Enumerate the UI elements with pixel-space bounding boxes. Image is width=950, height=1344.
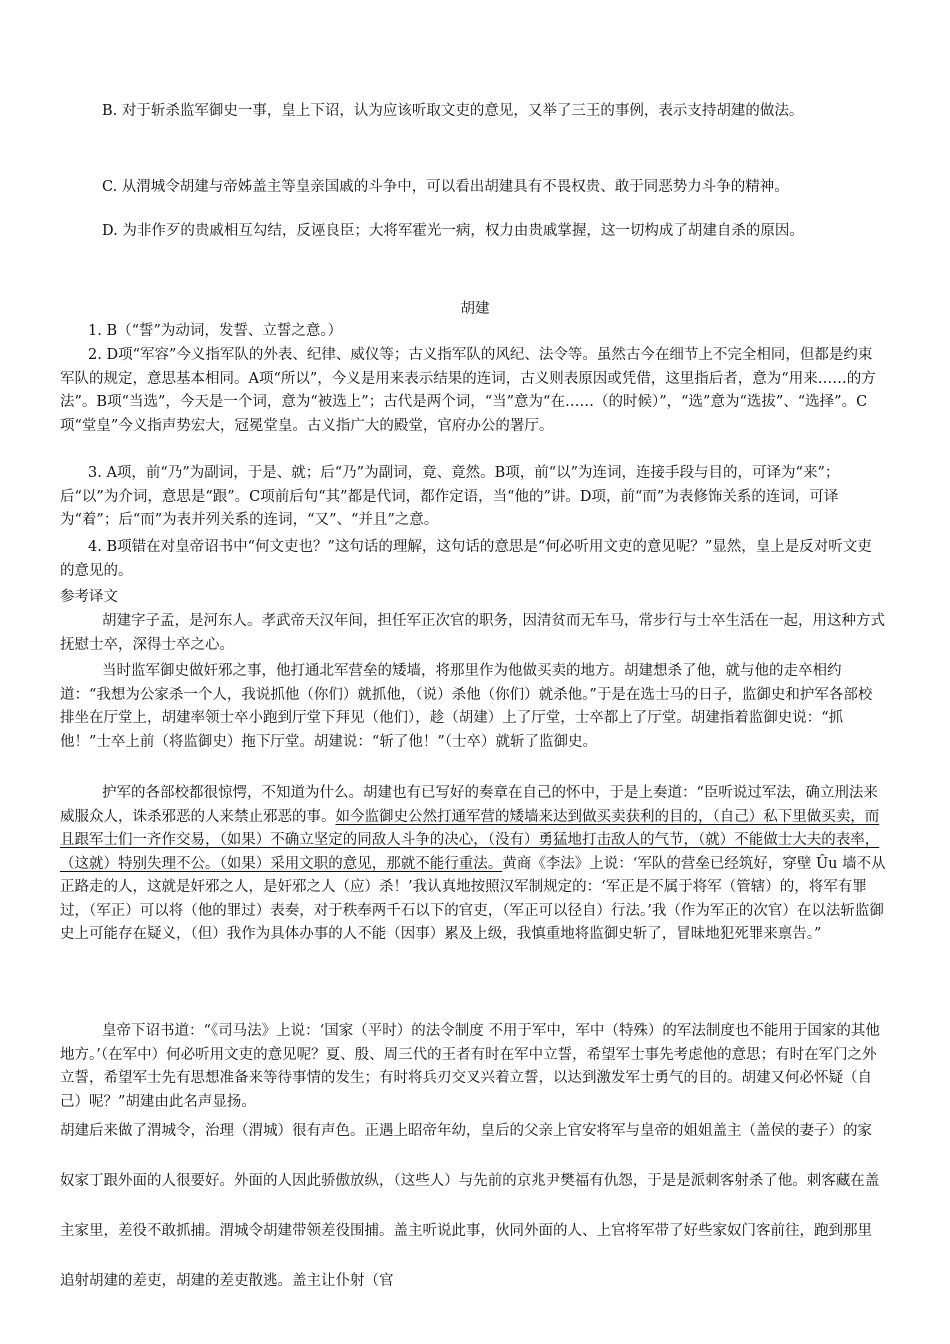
answer-2: 2. D项“军容”今义指军队的外表、纪律、威仪等；古义指军队的风纪、法令等。虽然古今在细节上不完全相同，但都是约束军队的规定，意思基本相同。A项“所以”，今义是用来表示结果的连词，古义则表原因或凭借，这里指后者，意为“用来……的方法”。B项“当选”，今天是一个词，意为“被选上”；古代是两个词，“当”意为“在……（的时候）”，“选”意为“选拔”、“选择”。C项“堂皇”今义指声势宏大，冠冕堂皇。古义指广大的殿堂，官府办公的署厅。	[60, 347, 876, 434]
answer-3: 3. A项，前“乃”为副词，于是、就；后“乃”为副词，竟、竟然。B项，前“以”为连词，连接手段与目的，可译为“来”；后“以”为介词，意思是“跟”。C项前后句“其”都是代词，都作定语，当“他的”讲。D项，前“而”为表修饰关系的连词，可译为“着”；后“而”为表并列关系的连词，“又”、“并且”之意。	[60, 465, 840, 528]
paragraph-3-text: 护军的各部校都很惊愕，不知道为什么。胡建也有已写好的奏章在自己的怀中，于是上奏道：“臣听说过军法，确立刑法来威服众人，诛杀邪恶的人来禁止邪恶的事。	[60, 785, 878, 825]
option-b: B. 对于斩杀监军御史一事，皇上下诏，认为应该听取文吏的意见，又举了三王的事例，表示支持胡建的做法。	[102, 103, 804, 119]
option-c: C. 从渭城令胡建与帝姊盖主等皇亲国戚的斗争中，可以看出胡建具有不畏权贵、敢于同恶势力斗争的精神。	[102, 179, 789, 195]
option-d: D. 为非作歹的贵戚相互勾结，反诬良臣；大将军霍光一病，权力由贵戚掌握，这一切构成了胡建自杀的原因。	[102, 223, 804, 239]
answers-title: 胡建	[460, 301, 490, 317]
translation-paragraph-2: 当时监军御史做奸邪之事，他打通北军营垒的矮墙，将那里作为他做买卖的地方。胡建想杀了他，就与他的走卒相约道：“我想为公家杀一个人，我说抓他（你们）就抓他，（说）杀他（你们）就杀他。”于是在选士马的日子，监御史和护军各部校排坐在厅堂上，胡建率领士卒小跑到厅堂下拜见（他们），趁（胡建）上了厅堂，士卒都上了厅堂。胡建指着监御史说：“抓他！”士卒上前（将监御史）拖下厅堂。胡建说：“斩了他！”（士卒）就斩了监御史。	[60, 663, 873, 750]
answer-4: 4. B项错在对皇帝诏书中“何文吏也？”这句话的理解，这句话的意思是“何必听用文吏的意见呢？”显然，皇上是反对听文吏的意见的。	[60, 539, 872, 579]
translation-heading: 参考译文	[60, 589, 118, 605]
translation-paragraph-1: 胡建字子孟，是河东人。孝武帝天汉年间，担任军正次官的职务，因清贫而无车马，常步行与士卒生活在一起，用这种方式抚慰士卒，深得士卒之心。	[60, 613, 885, 653]
answer-1: 1. B（“誓”为动词，发誓、立誓之意。）	[88, 323, 343, 339]
underlined-passage: 如今监御史公然打通军营的矮墙来达到做买卖获利的目的，（自己）私下里做买卖，而且跟军士们一齐作交易，（如果）不确立坚定的同敌人斗争的决心，（没有）勇猛地打击敌人的气节，（就）不能做士大夫的表率，（这就）特别失理不公。（如果）采用文职的意见，那就不能行重法。	[60, 808, 880, 872]
paragraph-3-continued: 黄商《李法》上说：‘军队的营垒已经筑好，穿壁 Ûu 墙不从正路走的人，这就是奸邪之人，是奸邪之人（应）杀！’我认真地按照汉军制规定的：‘军正是不属于将军（管辖）的，将军有罪过，（军正）可以将（他的罪过）表奏，对于秩奉两千石以下的官吏，（军正可以径自）行法。’我（作为军正的次官）在以法斩监御史上可能存在疑义，（但）我作为具体办事的人不能（因事）累及上级，我慎重地将监御史斩了，冒昧地犯死罪来禀告。”	[60, 855, 886, 942]
translation-paragraph-5: 胡建后来做了渭城令，治理（渭城）很有声色。正遇上昭帝年幼，皇后的父亲上官安将军与皇帝的姐姐盖主（盖侯的妻子）的家奴家丁跟外面的人很要好。外面的人因此骄傲放纵，（这些人）与先前的京兆尹樊福有仇怨，于是是派刺客射杀了他。刺客藏在盖主家里，差役不敢抓捕。渭城令胡建带领差役围捕。盖主听说此事，伙同外面的人、上官将军带了好些家奴门客前往，跑到那里追射胡建的差吏，胡建的差吏散逃。盖主让仆射（官	[60, 1123, 880, 1289]
translation-paragraph-4: 皇帝下诏书道：“《司马法》上说：‘国家（平时）的法令制度 不用于军中，军中（特殊）的军法制度也不能用于国家的其他地方。’（在军中）何必听用文吏的意见呢？夏、殷、周三代的王者有时在军中立誓，希望军士事先考虑他的意思；有时在军门之外立誓，希望军士先有思想准备来等待事情的发生；有时将兵刃交叉兴着立誓，以达到激发军士勇气的目的。胡建又何必怀疑（自己）呢？”胡建由此名声显扬。	[60, 1023, 880, 1110]
translation-paragraph-3	[60, 782, 886, 947]
